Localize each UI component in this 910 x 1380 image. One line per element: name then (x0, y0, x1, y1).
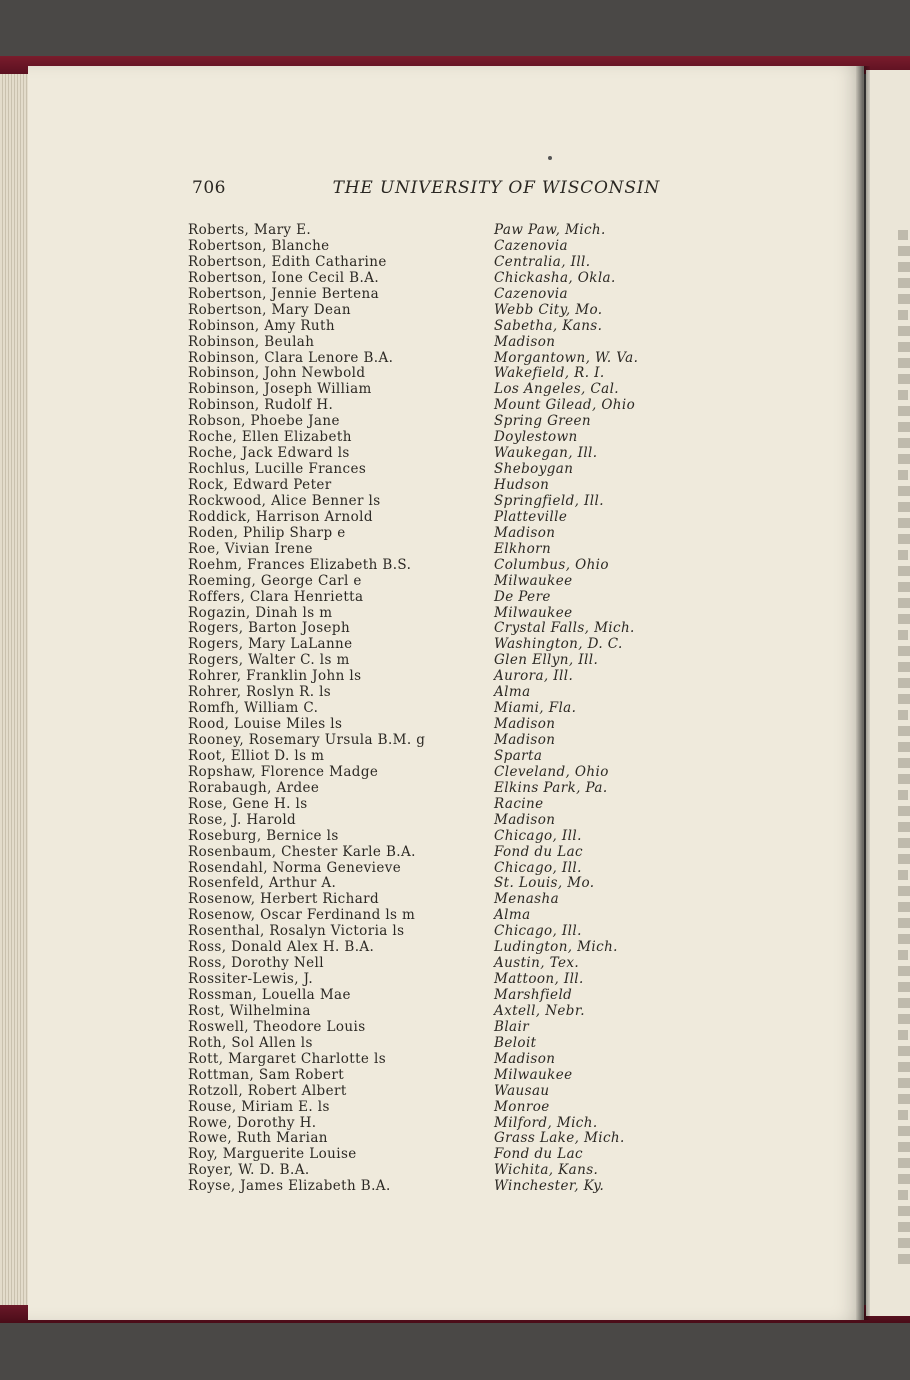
facing-page-text-fragment (898, 1254, 910, 1264)
entry-place: Wichita, Kans. (494, 1162, 599, 1179)
entry-place: Glen Ellyn, Ill. (494, 652, 599, 669)
facing-page-text-fragment (898, 918, 910, 928)
facing-page-text-fragment (898, 470, 908, 480)
entry-place: Wausau (494, 1082, 550, 1099)
facing-page-text-fragment (898, 278, 910, 288)
facing-page-text-fragment (898, 438, 910, 448)
entry-name: Rossiter-Lewis, J. (188, 971, 314, 988)
entry-name: Rossman, Louella Mae (188, 987, 351, 1003)
entry-name: Robertson, Ione Cecil B.A. (188, 269, 380, 286)
list-item (188, 891, 668, 907)
list-item (188, 429, 668, 445)
list-item (188, 1146, 668, 1162)
entry-place: Platteville (494, 508, 568, 525)
list-item (188, 652, 668, 668)
facing-page-text-fragment (898, 886, 910, 896)
facing-page-text-fragment (898, 502, 910, 512)
facing-page-text-fragment (898, 678, 910, 688)
facing-page-text-fragment (898, 1094, 910, 1104)
list-item (188, 1130, 668, 1146)
list-item (188, 923, 668, 939)
facing-page-text-fragment (898, 518, 910, 528)
entry-name: Rock, Edward Peter (188, 477, 332, 493)
facing-page-text-fragment (898, 1206, 910, 1216)
entry-name: Rorabaugh, Ardee (188, 779, 320, 796)
list-item (188, 1083, 668, 1099)
list-item (188, 780, 668, 796)
entry-name: Rose, J. Harold (188, 811, 297, 828)
facing-page-text-fragment (898, 422, 910, 432)
entry-name: Robertson, Mary Dean (188, 301, 351, 318)
entry-name: Rochlus, Lucille Frances (188, 461, 367, 478)
entry-name: Ropshaw, Florence Madge (188, 763, 379, 780)
entry-name: Rosenow, Herbert Richard (188, 891, 380, 908)
entry-place: Chicago, Ill. (494, 859, 582, 876)
list-item (188, 875, 668, 891)
facing-page-text-fragment (898, 342, 910, 352)
entry-name: Rooney, Rosemary Ursula B.M. g (188, 732, 426, 748)
entry-place: Alma (494, 907, 531, 924)
list-item (188, 844, 668, 860)
entry-place: Austin, Tex. (494, 955, 580, 972)
entry-place: Marshfield (494, 987, 573, 1003)
entry-place: Aurora, Ill. (494, 668, 574, 685)
entry-place: Hudson (494, 477, 550, 493)
facing-page-text-fragment (898, 822, 910, 832)
facing-page-text-fragment (898, 950, 908, 960)
facing-page-text-fragment (898, 246, 910, 256)
facing-page-text-fragment (898, 646, 910, 656)
list-item (188, 907, 668, 923)
facing-page-text-fragment (898, 406, 910, 416)
entry-name: Roche, Jack Edward ls (188, 445, 350, 462)
entry-place: Madison (494, 716, 556, 733)
entry-name: Roddick, Harrison Arnold (188, 508, 373, 525)
facing-page-text-fragment (898, 486, 910, 496)
facing-page-text-fragment (898, 390, 908, 400)
entry-name: Robertson, Edith Catharine (188, 253, 387, 270)
entry-name: Rottman, Sam Robert (188, 1066, 345, 1083)
facing-page-text-fragment (898, 598, 910, 608)
facing-page-text-fragment (898, 998, 910, 1008)
facing-page-text-fragment (898, 854, 910, 864)
facing-page-text-fragment (898, 1126, 910, 1136)
entry-name: Roswell, Theodore Louis (188, 1018, 366, 1035)
entry-name: Rowe, Dorothy H. (188, 1114, 317, 1131)
list-item (188, 365, 668, 381)
entry-name: Roe, Vivian Irene (188, 540, 313, 557)
directory-list (188, 222, 668, 1194)
entry-name: Ross, Dorothy Nell (188, 955, 324, 972)
list-item (188, 1051, 668, 1067)
entry-name: Robinson, Amy Ruth (188, 317, 335, 334)
list-item (188, 764, 668, 780)
facing-page-text-fragment (898, 1014, 910, 1024)
page-speck (548, 156, 552, 160)
list-item (188, 541, 668, 557)
facing-page-text-fragment (898, 582, 910, 592)
facing-page-text-fragment (898, 710, 908, 720)
facing-page-text-fragment (898, 1030, 908, 1040)
entry-place: Wakefield, R. I. (494, 365, 605, 382)
entry-place: Columbus, Ohio (494, 556, 609, 573)
entry-place: Ludington, Mich. (494, 939, 618, 956)
entry-place: Alma (494, 684, 531, 701)
facing-page-text-fragment (898, 614, 910, 624)
entry-name: Rogers, Walter C. ls m (188, 652, 350, 669)
entry-place: Chicago, Ill. (494, 923, 582, 940)
list-item (188, 461, 668, 477)
list-item (188, 812, 668, 828)
facing-page-text-fragment (898, 262, 910, 272)
list-item (188, 573, 668, 589)
entry-place: Beloit (494, 1034, 537, 1051)
facing-page-text-fragment (898, 774, 910, 784)
entry-place: Axtell, Nebr. (494, 1002, 585, 1019)
entry-place: Monroe (494, 1098, 550, 1115)
facing-page-text-fragment (898, 662, 910, 672)
facing-page-text-fragment (898, 870, 908, 880)
list-item (188, 254, 668, 270)
list-item (188, 1115, 668, 1131)
entry-name: Ross, Donald Alex H. B.A. (188, 939, 375, 956)
list-item (188, 732, 668, 748)
facing-page-text-fragment (898, 726, 910, 736)
facing-page-text-fragment (898, 550, 908, 560)
entry-place: Washington, D. C. (494, 636, 623, 653)
entry-name: Rosendahl, Norma Genevieve (188, 859, 402, 876)
entry-name: Rohrer, Roslyn R. ls (188, 684, 332, 701)
entry-name: Roehm, Frances Elizabeth B.S. (188, 556, 412, 573)
entry-name: Royer, W. D. B.A. (188, 1162, 310, 1179)
entry-place: Sabetha, Kans. (494, 317, 603, 334)
entry-name: Roth, Sol Allen ls (188, 1034, 313, 1051)
list-item (188, 589, 668, 605)
list-item (188, 525, 668, 541)
list-item (188, 286, 668, 302)
entry-place: Springfield, Ill. (494, 492, 604, 509)
entry-place: Elkhorn (494, 540, 552, 557)
entry-place: Waukegan, Ill. (494, 445, 598, 462)
entry-place: Miami, Fla. (494, 700, 577, 717)
entry-place: Milwaukee (494, 1066, 573, 1083)
entry-name: Roche, Ellen Elizabeth (188, 429, 352, 446)
list-item (188, 620, 668, 636)
entry-place: Centralia, Ill. (494, 253, 591, 270)
spine-shadow (856, 66, 870, 1320)
entry-name: Roeming, George Carl e (188, 572, 362, 589)
list-item (188, 1019, 668, 1035)
entry-place: Winchester, Ky. (494, 1178, 605, 1195)
entry-name: Rosenbaum, Chester Karle B.A. (188, 843, 416, 860)
facing-page-text-fragment (898, 1142, 910, 1152)
list-item (188, 716, 668, 732)
facing-page-text-fragment (898, 966, 910, 976)
list-item (188, 684, 668, 700)
list-item (188, 860, 668, 876)
entry-name: Rost, Wilhelmina (188, 1002, 311, 1019)
facing-page-text-fragment (898, 694, 910, 704)
list-item (188, 222, 668, 238)
list-item (188, 493, 668, 509)
entry-name: Robinson, Joseph William (188, 381, 372, 398)
running-title: THE UNIVERSITY OF WISCONSIN (332, 178, 660, 198)
facing-page-text-fragment (898, 806, 910, 816)
entry-name: Robertson, Blanche (188, 237, 330, 254)
list-item (188, 748, 668, 764)
facing-page-text-fragment (898, 230, 908, 240)
entry-name: Root, Elliot D. ls m (188, 747, 325, 764)
entry-name: Robinson, Beulah (188, 333, 315, 350)
facing-page-text-fragment (898, 902, 910, 912)
entry-place: Chicago, Ill. (494, 827, 582, 844)
facing-page-text-fragment (898, 982, 910, 992)
entry-place: Milwaukee (494, 572, 573, 589)
facing-page-text-fragment (898, 1078, 910, 1088)
entry-place: Mount Gilead, Ohio (494, 397, 636, 414)
facing-page-text-fragment (898, 1110, 908, 1120)
entry-name: Rohrer, Franklin John ls (188, 668, 362, 685)
facing-page-text-fragment (898, 838, 910, 848)
list-item (188, 334, 668, 350)
list-item (188, 987, 668, 1003)
entry-name: Rogazin, Dinah ls m (188, 604, 333, 621)
entry-name: Rosenow, Oscar Ferdinand ls m (188, 907, 416, 924)
facing-page-edge (866, 70, 910, 1316)
entry-name: Roffers, Clara Henrietta (188, 588, 364, 605)
list-item (188, 636, 668, 652)
entry-place: Madison (494, 524, 556, 541)
facing-page-text-fragment (898, 358, 910, 368)
entry-name: Robson, Phoebe Jane (188, 413, 340, 430)
list-item (188, 477, 668, 493)
entry-place: Morgantown, W. Va. (494, 349, 639, 366)
facing-page-text-fragment (898, 934, 910, 944)
list-item (188, 971, 668, 987)
entry-name: Rouse, Miriam E. ls (188, 1098, 330, 1115)
entry-name: Rood, Louise Miles ls (188, 716, 343, 733)
entry-name: Rogers, Barton Joseph (188, 620, 351, 637)
entry-place: Madison (494, 811, 556, 828)
entry-name: Rotzoll, Robert Albert (188, 1082, 347, 1099)
list-item (188, 445, 668, 461)
entry-place: Grass Lake, Mich. (494, 1130, 625, 1147)
entry-place: Doylestown (494, 429, 578, 446)
entry-place: Racine (494, 795, 544, 812)
list-item (188, 605, 668, 621)
entry-place: Milford, Mich. (494, 1114, 598, 1131)
facing-page-text-fragment (898, 742, 910, 752)
entry-name: Robinson, John Newbold (188, 365, 366, 382)
entry-place: St. Louis, Mo. (494, 875, 595, 892)
facing-page-text-fragment (898, 1238, 910, 1248)
entry-name: Roden, Philip Sharp e (188, 524, 346, 541)
facing-page-text-fragment (898, 1046, 910, 1056)
entry-name: Robertson, Jennie Bertena (188, 285, 380, 302)
entry-place: Crystal Falls, Mich. (494, 620, 635, 637)
entry-place: De Pere (494, 588, 551, 605)
list-item (188, 1099, 668, 1115)
entry-name: Rogers, Mary LaLanne (188, 636, 353, 653)
list-item (188, 700, 668, 716)
entry-name: Rockwood, Alice Benner ls (188, 492, 381, 509)
facing-page-text-fragment (898, 1222, 910, 1232)
entry-place: Milwaukee (494, 604, 573, 621)
entry-place: Elkins Park, Pa. (494, 779, 608, 796)
entry-place: Madison (494, 333, 556, 350)
list-item (188, 939, 668, 955)
entry-name: Roseburg, Bernice ls (188, 827, 339, 844)
entry-name: Rosenfeld, Arthur A. (188, 875, 337, 892)
list-item (188, 955, 668, 971)
entry-place: Cazenovia (494, 237, 568, 254)
facing-page-text-fragment (898, 1174, 910, 1184)
facing-page-text-fragment (898, 534, 910, 544)
list-item (188, 238, 668, 254)
entry-place: Menasha (494, 891, 560, 908)
entry-place: Chickasha, Okla. (494, 269, 616, 286)
entry-name: Royse, James Elizabeth B.A. (188, 1178, 391, 1195)
entry-place: Cleveland, Ohio (494, 763, 609, 780)
entry-place: Madison (494, 732, 556, 748)
list-item (188, 397, 668, 413)
facing-page-text-fragment (898, 310, 908, 320)
facing-page-text-fragment (898, 1190, 908, 1200)
list-item (188, 1162, 668, 1178)
entry-place: Mattoon, Ill. (494, 971, 584, 988)
entry-name: Rosenthal, Rosalyn Victoria ls (188, 923, 405, 940)
entry-place: Fond du Lac (494, 843, 583, 860)
facing-page-text-fragment (898, 1062, 910, 1072)
list-item (188, 381, 668, 397)
facing-page-text-fragment (898, 790, 908, 800)
entry-name: Roberts, Mary E. (188, 222, 312, 238)
facing-page-text-fragment (898, 326, 910, 336)
list-item (188, 302, 668, 318)
entry-place: Paw Paw, Mich. (494, 222, 606, 238)
entry-place: Blair (494, 1018, 530, 1035)
entry-place: Sheboygan (494, 461, 574, 478)
entry-name: Roy, Marguerite Louise (188, 1146, 357, 1163)
list-item (188, 1035, 668, 1051)
list-item (188, 1067, 668, 1083)
list-item (188, 668, 668, 684)
facing-page-text-fragment (898, 374, 910, 384)
list-item (188, 350, 668, 366)
facing-page-text-fragment (898, 294, 910, 304)
page-number: 706 (192, 178, 226, 198)
list-item (188, 828, 668, 844)
entry-name: Rowe, Ruth Marian (188, 1130, 328, 1147)
entry-place: Los Angeles, Cal. (494, 381, 619, 398)
entry-place: Fond du Lac (494, 1146, 583, 1163)
entry-place: Webb City, Mo. (494, 301, 603, 318)
entry-name: Rott, Margaret Charlotte ls (188, 1050, 387, 1067)
facing-page-text-fragment (898, 758, 910, 768)
facing-page-text-fragment (898, 454, 910, 464)
entry-name: Rose, Gene H. ls (188, 795, 308, 812)
list-item (188, 509, 668, 525)
list-item (188, 1003, 668, 1019)
entry-name: Robinson, Rudolf H. (188, 397, 334, 414)
list-item (188, 557, 668, 573)
facing-page-text-fragment (898, 1158, 910, 1168)
entry-place: Madison (494, 1050, 556, 1067)
page-header (192, 178, 660, 202)
facing-page-text-fragment (898, 630, 908, 640)
entry-place: Cazenovia (494, 285, 568, 302)
list-item (188, 318, 668, 334)
list-item (188, 413, 668, 429)
entry-name: Robinson, Clara Lenore B.A. (188, 349, 394, 366)
list-item (188, 796, 668, 812)
entry-place: Sparta (494, 747, 543, 764)
list-item (188, 270, 668, 286)
list-item (188, 1178, 668, 1194)
entry-name: Romfh, William C. (188, 700, 319, 717)
facing-page-text-fragment (898, 566, 910, 576)
entry-place: Spring Green (494, 413, 591, 430)
